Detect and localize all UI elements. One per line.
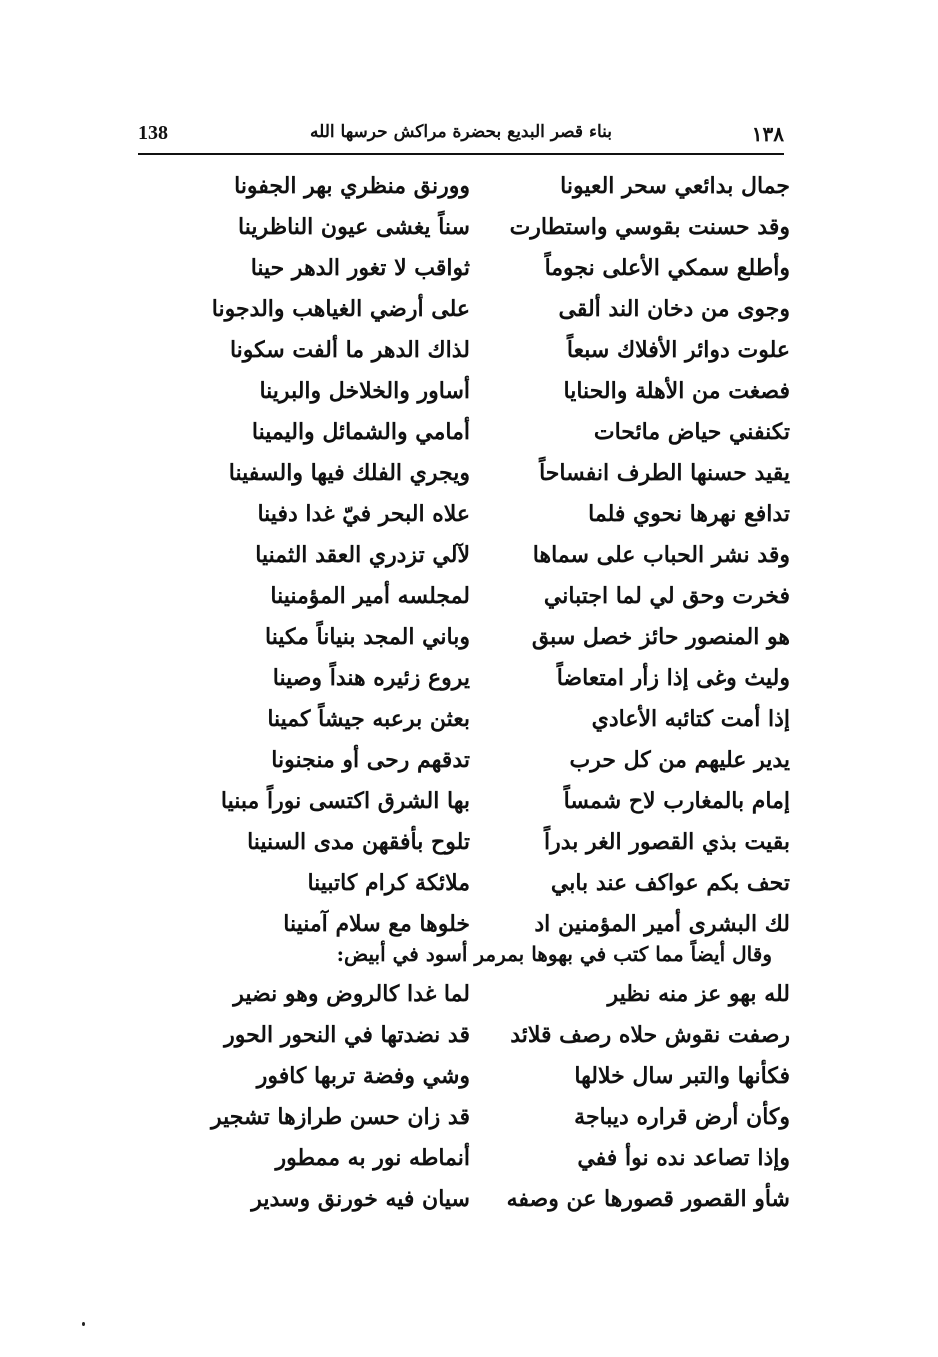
verse-first-hemistich: بقيت بذي القصور الغر بدراً: [543, 829, 790, 855]
verse-first-hemistich: وقد نشر الحباب على سماها: [532, 542, 790, 568]
verse-first-hemistich: وإذا تصاعد نده نوأ ففي: [577, 1145, 790, 1171]
verse-line: [170, 658, 790, 699]
verse-first-hemistich: لله بهو عز منه نظير: [607, 981, 790, 1007]
verse-second-hemistich: تلوح بأفقهن مدى السنينا: [247, 829, 470, 855]
verse-line: [170, 535, 790, 576]
verse-line: [170, 330, 790, 371]
verse-second-hemistich: على أرضي الغياهب والدجونا: [211, 296, 470, 322]
verse-line: [170, 863, 790, 904]
poem-stanza-2: [170, 974, 790, 1220]
verse-second-hemistich: أنماطه نور به ممطور: [275, 1145, 470, 1171]
verse-second-hemistich: لآلي تزدري العقد الثمنيا: [255, 542, 470, 568]
page-number-latin: 138: [138, 122, 168, 144]
verse-first-hemistich: إمام بالمغارب لاح شمساً: [563, 788, 790, 814]
verse-second-hemistich: قد زان حسن طرازها تشجير: [211, 1104, 470, 1130]
verse-line: [170, 974, 790, 1015]
verse-first-hemistich: علوت دوائر الأفلاك سبعاً: [566, 337, 790, 363]
verse-line: [170, 1138, 790, 1179]
verse-line: [170, 371, 790, 412]
verse-second-hemistich: بها الشرق اكتسى نوراً مبنيا: [220, 788, 470, 814]
header-rule: [138, 153, 784, 155]
verse-first-hemistich: تكنفني حياض مائحات: [593, 419, 790, 445]
verse-second-hemistich: ثواقب لا تغور الدهر حينا: [250, 255, 470, 281]
verse-second-hemistich: وباني المجد بنياناً مكينا: [264, 624, 470, 650]
scan-speck: [82, 1322, 85, 1326]
poem-stanza-1: [170, 166, 790, 945]
verse-second-hemistich: ويجري الفلك فيها والسفينا: [228, 460, 470, 486]
verse-first-hemistich: يدير عليهم من كل حرب: [569, 747, 790, 773]
verse-first-hemistich: شأو القصور قصورها عن وصفه: [506, 1186, 790, 1212]
verse-first-hemistich: هو المنصور حائز خصل سبق: [531, 624, 790, 650]
verse-second-hemistich: يروع زئيره هنداً وصينا: [272, 665, 470, 691]
verse-line: [170, 289, 790, 330]
verse-second-hemistich: سناً يغشى عيون الناظرينا: [237, 214, 470, 240]
verse-first-hemistich: تحف بكم عواكف عند بابي: [550, 870, 790, 896]
running-title: بناء قصر البديع بحضرة مراكش حرسها الله: [309, 122, 613, 142]
verse-second-hemistich: لمجلسه أمير المؤمنينا: [270, 583, 470, 609]
verse-first-hemistich: رصفت نقوش حلاه رصف قلائد: [510, 1022, 790, 1048]
verse-line: [170, 740, 790, 781]
verse-line: [170, 1056, 790, 1097]
verse-first-hemistich: يقيد حسنها الطرف انفساحاً: [539, 460, 790, 486]
verse-second-hemistich: لذاك الدهر ما ألفت سكونا: [229, 337, 470, 363]
prose-line: وقال أيضاً مما كتب في بهوها بمرمر أسود في أبيض:: [336, 942, 772, 966]
verse-first-hemistich: وليث وغى إذا زأر امتعاضاً: [556, 665, 790, 691]
verse-second-hemistich: لما غدا كالروض وهو نضير: [233, 981, 470, 1007]
verse-line: [170, 494, 790, 535]
page-number-arabic: ١٣٨: [751, 122, 784, 146]
verse-first-hemistich: وكأن أرض قراره ديباجة: [574, 1104, 790, 1130]
verse-line: [170, 1179, 790, 1220]
verse-second-hemistich: أمامي والشمائل واليمينا: [251, 419, 470, 445]
verse-second-hemistich: أساور والخلاخل والبرينا: [259, 378, 470, 404]
verse-line: [170, 207, 790, 248]
verse-line: [170, 1015, 790, 1056]
verse-line: [170, 699, 790, 740]
verse-second-hemistich: تدقهم رحى أو منجنونا: [271, 747, 470, 773]
verse-first-hemistich: وقد حسنت بقوسي واستطارت: [509, 214, 790, 240]
verse-second-hemistich: بعثن برعبه جيشاً كمينا: [267, 706, 470, 732]
verse-first-hemistich: تدافع نهرها نحوي فلما: [588, 501, 790, 527]
running-header: [138, 118, 784, 152]
verse-second-hemistich: خلوها مع سلام آمنينا: [283, 911, 470, 937]
verse-second-hemistich: ملائكة كرام كاتبينا: [307, 870, 470, 896]
verse-first-hemistich: فكأنها والتبر سال خلالها: [574, 1063, 790, 1089]
verse-line: [170, 248, 790, 289]
verse-line: [170, 453, 790, 494]
verse-second-hemistich: وورنق منظري بهر الجفونا: [234, 173, 470, 199]
verse-second-hemistich: علاه البحر فيّ غدا دفينا: [257, 501, 470, 527]
verse-first-hemistich: وجوى من دخان الند ألقى: [558, 296, 790, 322]
verse-line: [170, 576, 790, 617]
verse-first-hemistich: لك البشرى أمير المؤمنين اد: [534, 911, 790, 937]
verse-line: [170, 781, 790, 822]
verse-line: [170, 412, 790, 453]
verse-line: [170, 1097, 790, 1138]
verse-line: [170, 166, 790, 207]
verse-first-hemistich: فخرت وحق لي لما اجتباني: [543, 583, 790, 609]
verse-second-hemistich: قد نضدتها في النحور الحور: [224, 1022, 470, 1048]
verse-first-hemistich: جمال بدائعي سحر العيونا: [560, 173, 790, 199]
verse-line: [170, 617, 790, 658]
verse-first-hemistich: فصغت من الأهلة والحنايا: [563, 378, 790, 404]
verse-first-hemistich: إذا أمت كتائبه الأعادي: [591, 706, 790, 732]
verse-line: [170, 822, 790, 863]
verse-second-hemistich: وشي وفضة تربها كافور: [256, 1063, 470, 1089]
verse-second-hemistich: سيان فيه خورنق وسدير: [251, 1186, 470, 1212]
verse-first-hemistich: وأطلع سمكي الأعلى نجوماً: [544, 255, 790, 281]
